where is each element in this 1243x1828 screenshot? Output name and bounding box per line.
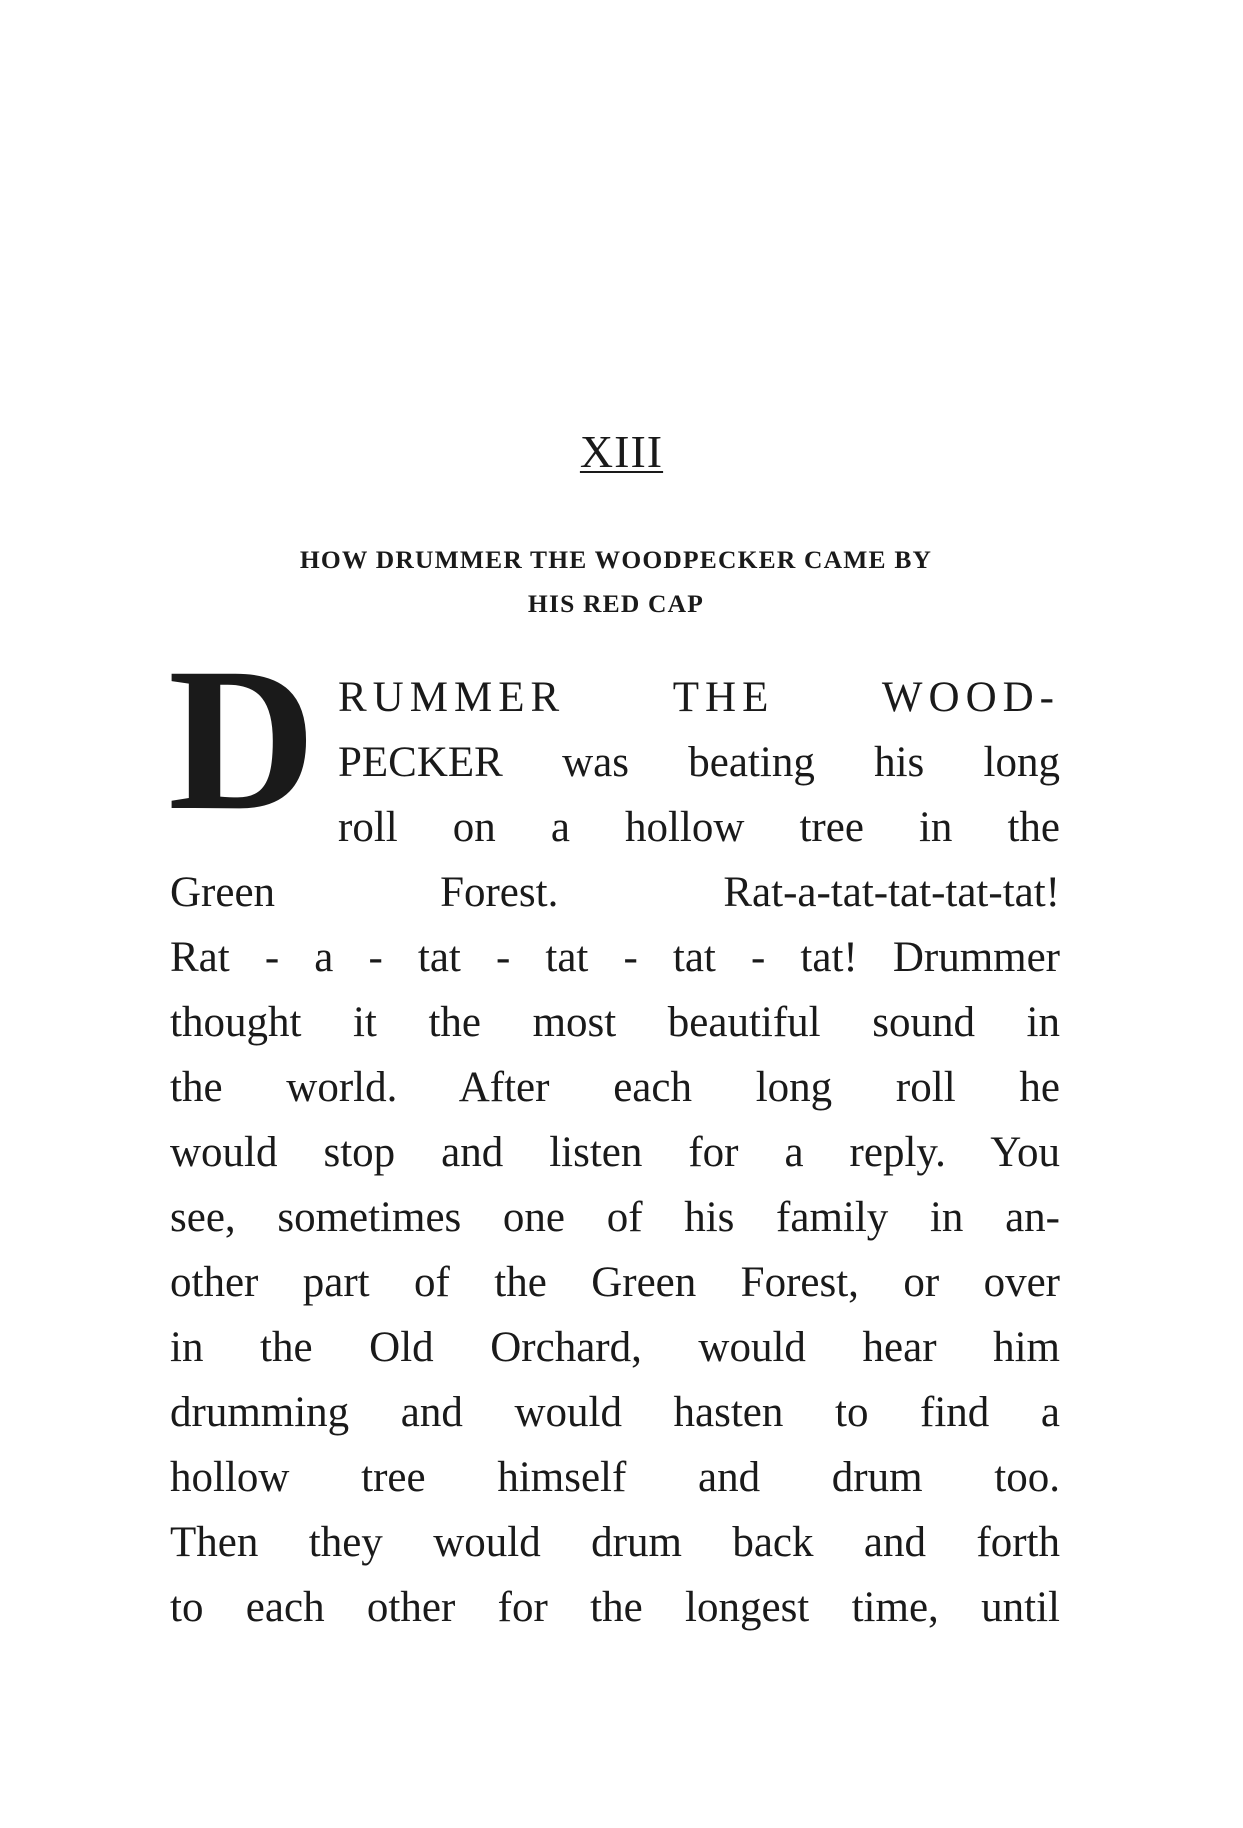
body-line-6: thought it the most beautiful sound in <box>170 999 1060 1046</box>
body-line-4: Green Forest. Rat-a-tat-tat-tat-tat! <box>170 869 1060 916</box>
body-line-1: RUMMER THE WOOD- <box>338 674 1060 721</box>
drop-cap: D <box>168 652 316 837</box>
body-line-15: to each other for the longest time, until <box>170 1584 1060 1631</box>
chapter-title-line-1: HOW DRUMMER THE WOODPECKER CAME BY <box>299 545 933 574</box>
body-line-9: see, sometimes one of his family in an- <box>170 1194 1060 1241</box>
body-line-12: drumming and would hasten to find a <box>170 1389 1060 1436</box>
body-line-8: would stop and listen for a reply. You <box>170 1129 1060 1176</box>
body-line-2: PECKER was beating his long <box>338 739 1060 786</box>
body-line-13: hollow tree himself and drum too. <box>170 1454 1060 1501</box>
chapter-title-line-2: HIS RED CAP <box>527 589 705 618</box>
body-line-5: Rat - a - tat - tat - tat - tat! Drummer <box>170 934 1060 981</box>
chapter-number: XIII <box>579 426 664 477</box>
body-line-10: other part of the Green Forest, or over <box>170 1259 1060 1306</box>
chapter-title <box>172 538 1060 626</box>
body-line-7: the world. After each long roll he <box>170 1064 1060 1111</box>
body-line-3: roll on a hollow tree in the <box>338 804 1060 851</box>
body-line-14: Then they would drum back and forth <box>170 1519 1060 1566</box>
body-line-11: in the Old Orchard, would hear him <box>170 1324 1060 1371</box>
